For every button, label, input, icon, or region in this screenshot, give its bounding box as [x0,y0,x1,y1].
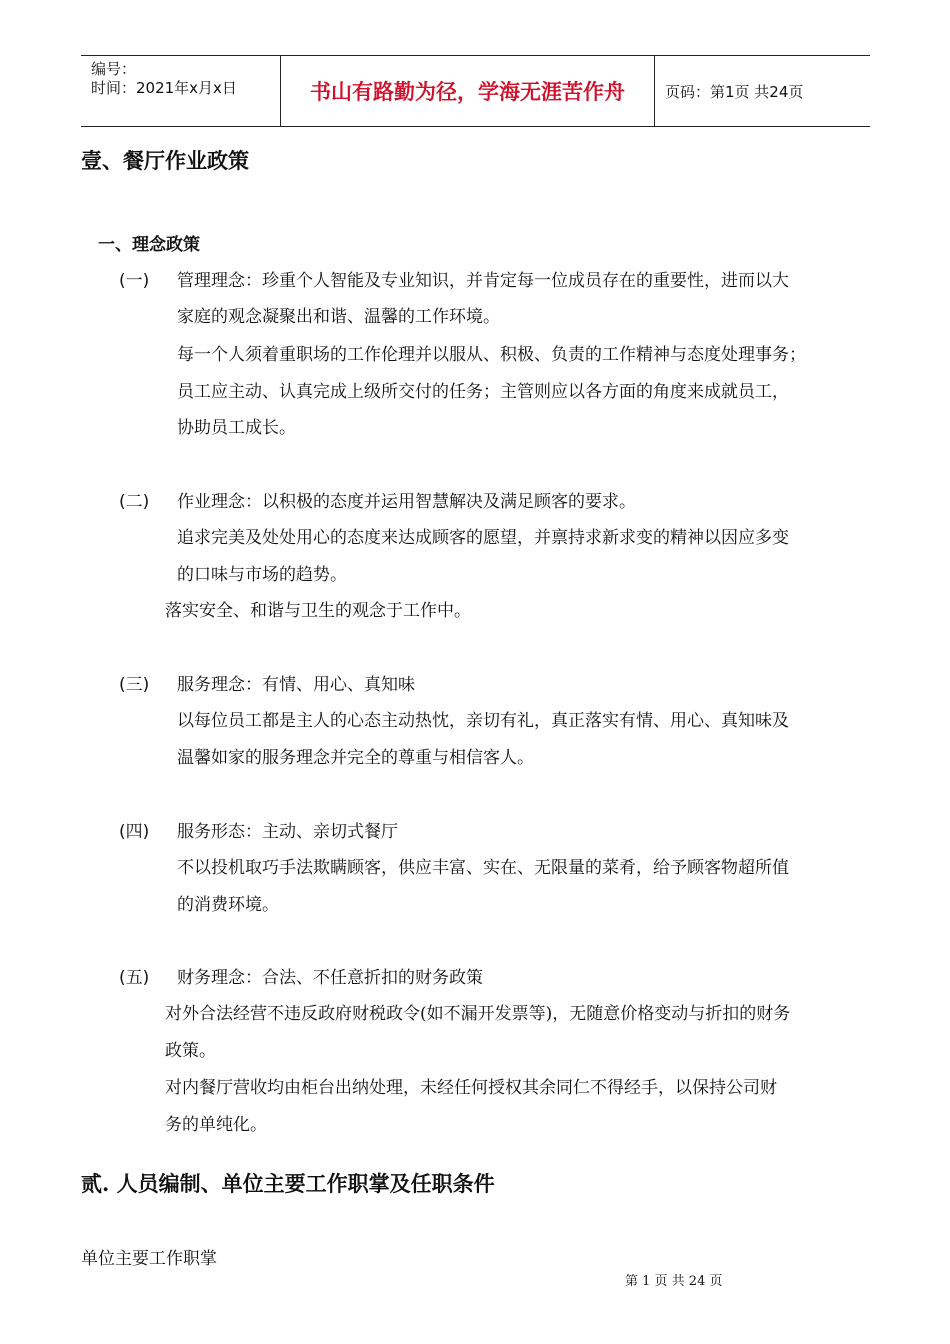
document-header [81,55,870,127]
item-4-line-2: 不以投机取巧手法欺瞒顾客，供应丰富、实在、无限量的菜肴，给予顾客物超所值 [177,858,789,878]
item-1-line-1: 管理理念：珍重个人智能及专业知识，并肯定每一位成员存在的重要性，进而以大 [177,271,789,291]
item-5-num: (五) [119,968,150,988]
header-page-label: 页码：第1页 共24页 [665,82,804,101]
item-2-line-3: 的口味与市场的趋势。 [177,565,347,585]
header-meta [81,56,281,126]
item-3-line-1: 服务理念：有情、用心、真知味 [177,675,415,695]
item-2-num: (二) [119,492,150,512]
section2-subtitle: 单位主要工作职掌 [81,1249,217,1269]
item-2-line-4: 落实安全、和谐与卫生的观念于工作中。 [165,601,471,621]
time-label: 时间：2021年x月x日 [91,79,237,97]
item-1-line-3: 每一个人须着重职场的工作伦理并以服从、积极、负责的工作精神与态度处理事务； [177,345,806,365]
item-4-line-1: 服务形态：主动、亲切式餐厅 [177,822,398,842]
item-2-line-2: 追求完美及处处用心的态度来达成顾客的愿望，并禀持求新求变的精神以因应多变 [177,528,789,548]
page-footer: 第 1 页 共 24 页 [625,1274,723,1289]
item-5-line-3: 政策。 [165,1041,216,1061]
item-4-num: (四) [119,822,150,842]
item-1-line-5: 协助员工成长。 [177,418,296,438]
number-label: 编号： [91,60,137,78]
item-1-line-2: 家庭的观念凝聚出和谐、温馨的工作环境。 [177,307,500,327]
item-1-line-4: 员工应主动、认真完成上级所交付的任务；主管则应以各方面的角度来成就员工， [177,382,789,402]
section1-subtitle: 一、理念政策 [98,235,200,255]
item-5-line-1: 财务理念：合法、不任意折扣的财务政策 [177,968,483,988]
item-5-line-4: 对内餐厅营收均由柜台出纳处理，未经任何授权其余同仁不得经手，以保持公司财 [165,1078,777,1098]
header-motto: 书山有路勤为径，学海无涯苦作舟 [281,56,655,126]
item-3-line-3: 温馨如家的服务理念并完全的尊重与相信客人。 [177,748,534,768]
item-1-num: (一) [119,271,150,291]
section2-title: 贰. 人员编制、单位主要工作职掌及任职条件 [81,1171,495,1196]
section1-title: 壹、餐厅作业政策 [81,148,249,173]
item-3-line-2: 以每位员工都是主人的心态主动热忱，亲切有礼，真正落实有情、用心、真知味及 [177,711,789,731]
item-5-line-2: 对外合法经营不违反政府财税政令(如不漏开发票等)，无随意价格变动与折扣的财务 [165,1004,791,1024]
item-4-line-3: 的消费环境。 [177,895,279,915]
item-5-line-5: 务的单纯化。 [165,1115,267,1135]
item-2-line-1: 作业理念：以积极的态度并运用智慧解决及满足顾客的要求。 [177,492,636,512]
item-3-num: (三) [119,675,150,695]
